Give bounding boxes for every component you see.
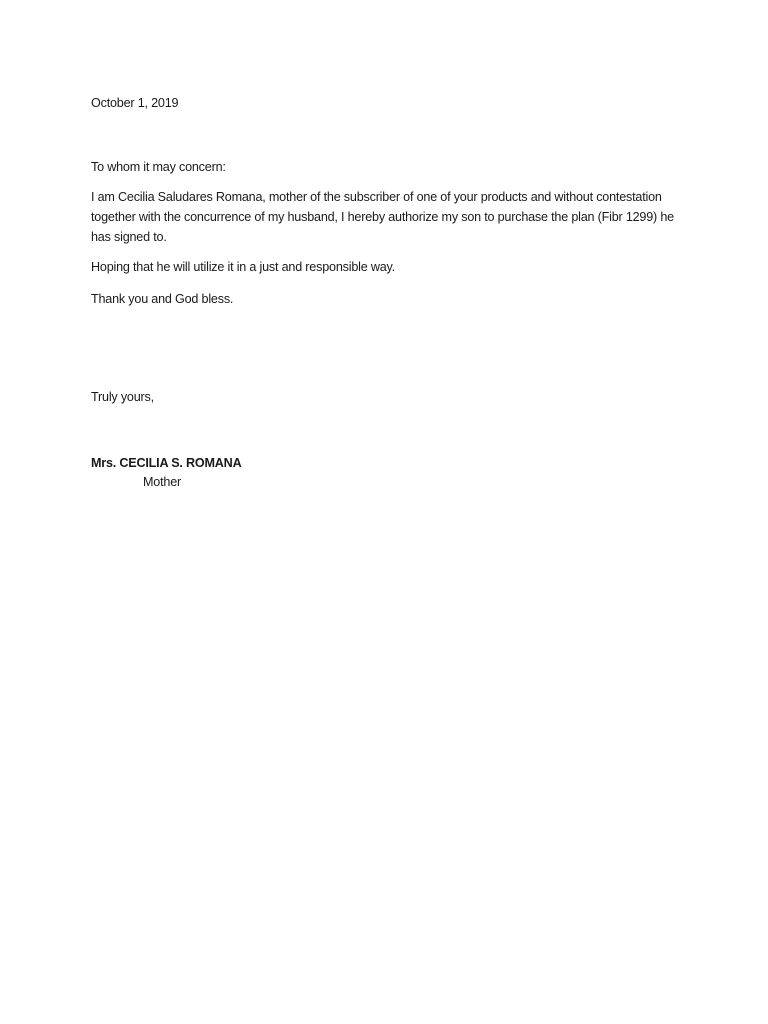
signature-name: Mrs. CECILIA S. ROMANA (91, 456, 242, 470)
letter-paragraph-thanks: Thank you and God bless. (91, 292, 234, 306)
letter-paragraph-authorization: I am Cecilia Saludares Romana, mother of the subscriber of one of your products and without contestation together with the concurrence of my husband, I hereby authorize my son to purchase the plan (Fibr 1299) he has signed to. (91, 190, 674, 244)
letter-salutation: To whom it may concern: (91, 160, 226, 174)
letter-date: October 1, 2019 (91, 96, 179, 110)
letter-paragraph-hope: Hoping that he will utilize it in a just and responsible way. (91, 260, 395, 274)
letter-body (91, 93, 681, 492)
signature-title: Mother (143, 475, 181, 489)
letter-closing: Truly yours, (91, 390, 154, 404)
